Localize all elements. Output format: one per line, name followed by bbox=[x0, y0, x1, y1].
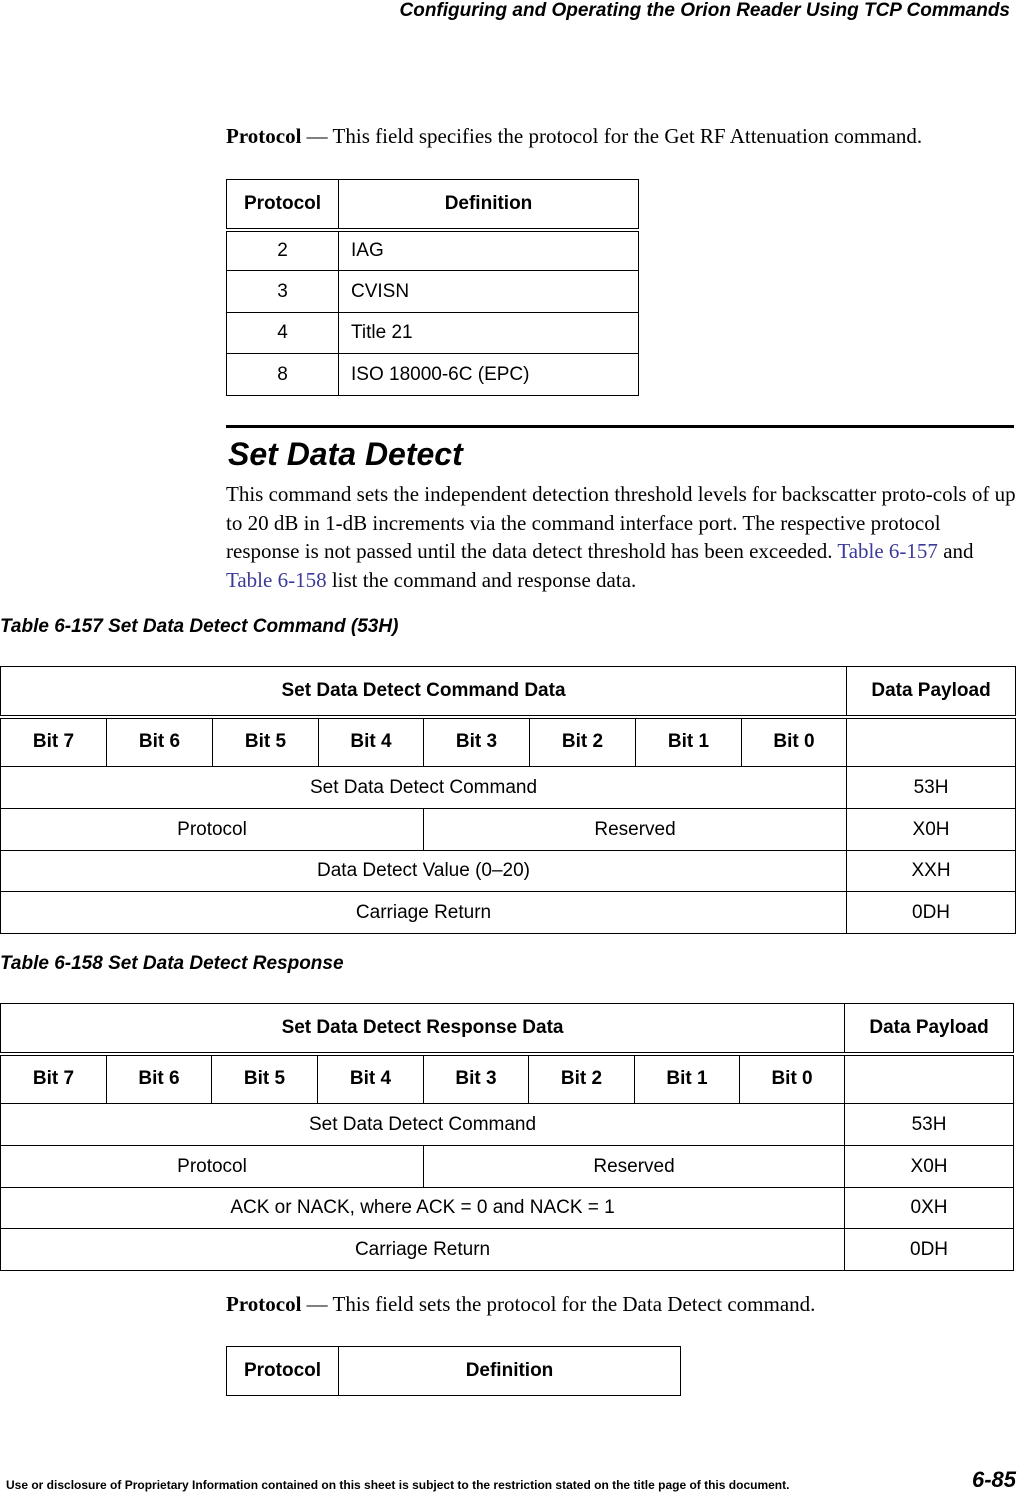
table-row bbox=[227, 230, 639, 271]
table-caption: Table 6-158 Set Data Detect Response bbox=[0, 953, 344, 974]
bit-header: Bit 0 bbox=[740, 1054, 845, 1104]
bit-header: Bit 1 bbox=[635, 1054, 740, 1104]
table-row bbox=[1, 809, 1016, 851]
table-row bbox=[1, 1146, 1014, 1188]
protocol-description bbox=[226, 122, 1016, 151]
table-row bbox=[227, 313, 639, 354]
description-text: — This field specifies the protocol for the Get RF Attenuation command. bbox=[301, 124, 923, 148]
cell: ACK or NACK, where ACK = 0 and NACK = 1 bbox=[1, 1188, 845, 1229]
cell: CVISN bbox=[339, 271, 639, 313]
protocol-table bbox=[226, 179, 639, 396]
empty-cell bbox=[847, 717, 1016, 767]
body-text: This command sets the independent detection threshold levels for backscatter proto-cols of up to 20 dB in 1-dB increments via the command interface port. The respective protocol response is not passed until the data detect threshold has been exceeded. bbox=[226, 482, 1016, 563]
table-row bbox=[1, 767, 1016, 809]
bit-header: Bit 5 bbox=[213, 717, 319, 767]
cell: Title 21 bbox=[339, 313, 639, 354]
bit-header: Bit 6 bbox=[107, 717, 213, 767]
cell: Reserved bbox=[424, 1146, 845, 1188]
response-table bbox=[0, 1003, 1014, 1271]
bit-header: Bit 2 bbox=[530, 717, 636, 767]
description-text: — This field sets the protocol for the Data Detect command. bbox=[301, 1292, 816, 1316]
col-header: Data Payload bbox=[847, 667, 1016, 717]
cell: Carriage Return bbox=[1, 1229, 845, 1271]
cell: ISO 18000-6C (EPC) bbox=[339, 354, 639, 396]
table-row bbox=[1, 851, 1016, 892]
table-caption: Table 6-157 Set Data Detect Command (53H) bbox=[0, 616, 399, 637]
cell: 0DH bbox=[847, 892, 1016, 934]
page-number: 6-85 bbox=[971, 1467, 1016, 1492]
bit-header: Bit 3 bbox=[424, 1054, 529, 1104]
col-header: Protocol bbox=[227, 180, 339, 230]
cell: 0XH bbox=[845, 1188, 1014, 1229]
bit-header: Bit 7 bbox=[1, 717, 107, 767]
term: Protocol bbox=[226, 124, 302, 148]
cell: Set Data Detect Command bbox=[1, 1104, 845, 1146]
cell: Carriage Return bbox=[1, 892, 847, 934]
cell: 4 bbox=[227, 313, 339, 354]
table-row bbox=[1, 1188, 1014, 1229]
col-header: Set Data Detect Response Data bbox=[1, 1004, 845, 1054]
footer-notice: Use or disclosure of Proprietary Information contained on this sheet is subject to the restriction stated on the title page of this document. bbox=[6, 1478, 790, 1492]
section-body bbox=[226, 480, 1016, 594]
running-header: Configuring and Operating the Orion Reader Using TCP Commands bbox=[399, 0, 1010, 21]
cell: 2 bbox=[227, 230, 339, 271]
command-table bbox=[0, 666, 1016, 934]
cell: 53H bbox=[845, 1104, 1014, 1146]
table-158-link[interactable]: Table 6-158 bbox=[226, 567, 327, 592]
cell: 53H bbox=[847, 767, 1016, 809]
cell: X0H bbox=[847, 809, 1016, 851]
term: Protocol bbox=[226, 1292, 302, 1316]
cell: Protocol bbox=[1, 1146, 424, 1188]
col-header: Protocol bbox=[227, 1347, 339, 1396]
col-header: Definition bbox=[339, 180, 639, 230]
table-row bbox=[1, 1104, 1014, 1146]
bit-header: Bit 5 bbox=[212, 1054, 318, 1104]
cell: Data Detect Value (0–20) bbox=[1, 851, 847, 892]
cell: IAG bbox=[339, 230, 639, 271]
table-157-link[interactable]: Table 6-157 bbox=[837, 539, 938, 563]
bit-header: Bit 7 bbox=[1, 1054, 107, 1104]
col-header: Data Payload bbox=[845, 1004, 1014, 1054]
cell: Protocol bbox=[1, 809, 424, 851]
bit-header: Bit 3 bbox=[424, 717, 530, 767]
section-title: Set Data Detect bbox=[228, 436, 463, 472]
table-row bbox=[1, 892, 1016, 934]
bit-header: Bit 0 bbox=[742, 717, 847, 767]
cell: Reserved bbox=[424, 809, 847, 851]
bit-header: Bit 1 bbox=[636, 717, 742, 767]
cell: 8 bbox=[227, 354, 339, 396]
cell: Set Data Detect Command bbox=[1, 767, 847, 809]
bit-header: Bit 2 bbox=[529, 1054, 635, 1104]
col-header: Definition bbox=[339, 1347, 681, 1396]
table-row bbox=[227, 271, 639, 313]
cell: 3 bbox=[227, 271, 339, 313]
bit-header: Bit 6 bbox=[107, 1054, 212, 1104]
cell: XXH bbox=[847, 851, 1016, 892]
bit-header: Bit 4 bbox=[319, 717, 424, 767]
protocol-table bbox=[226, 1346, 681, 1396]
bit-header: Bit 4 bbox=[318, 1054, 424, 1104]
body-text: and bbox=[937, 539, 974, 563]
section-rule bbox=[226, 425, 1014, 428]
protocol-description bbox=[226, 1290, 1016, 1319]
col-header: Set Data Detect Command Data bbox=[1, 667, 847, 717]
table-row bbox=[227, 354, 639, 396]
cell: 0DH bbox=[845, 1229, 1014, 1271]
body-text: list the command and response data. bbox=[326, 567, 637, 592]
empty-cell bbox=[845, 1054, 1014, 1104]
cell: X0H bbox=[845, 1146, 1014, 1188]
table-row bbox=[1, 1229, 1014, 1271]
